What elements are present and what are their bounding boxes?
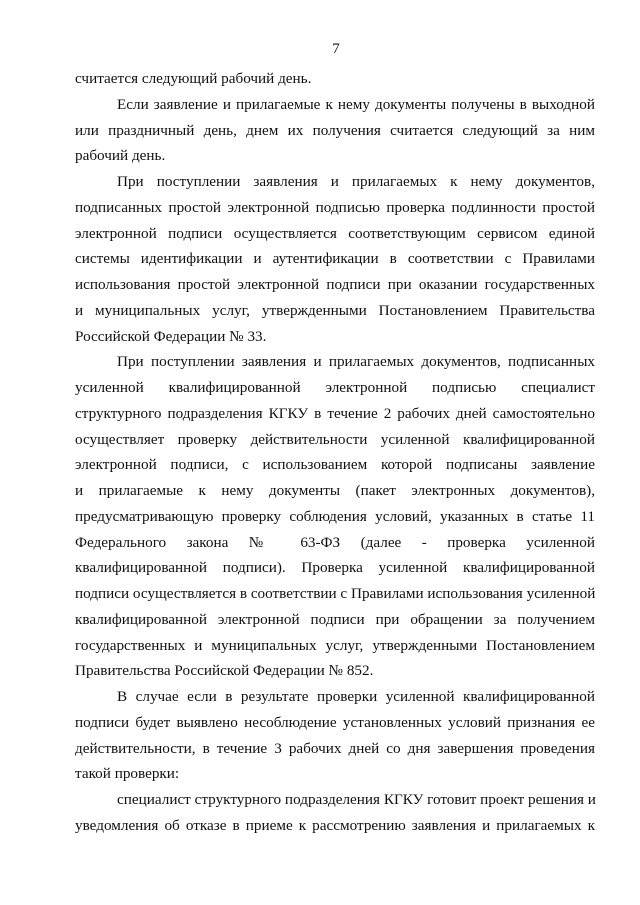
- page-number: 7: [332, 41, 340, 57]
- text-line: специалист структурного подразделения КГКУ готовит проект решения и: [117, 791, 596, 808]
- text-line: системы идентификации и аутентификации в соответствии с Правилами: [75, 250, 595, 268]
- text-line: предусматривающую проверку соблюдения условий, указанных в статье 11: [75, 507, 595, 525]
- paragraph-holiday-receipt: [75, 92, 595, 169]
- paragraph-verification-failure: [75, 684, 595, 787]
- paragraph-specialist-action: [75, 787, 595, 839]
- text-line: действительности, в течение 3 рабочих дней со дня завершения проведения: [75, 739, 595, 757]
- text-line: подписанных простой электронной подписью проверка подлинности простой: [75, 198, 595, 216]
- paragraph-continuation: [75, 66, 595, 92]
- text-line: такой проверки:: [75, 765, 180, 783]
- text-line: структурного подразделения КГКУ в течение 2 рабочих дней самостоятельно: [75, 404, 595, 422]
- text-line: подписи осуществляется в соответствии с Правилами использования усиленной: [75, 585, 596, 602]
- text-line: уведомления об отказе в приеме к рассмотрению заявления и прилагаемых к: [75, 816, 595, 834]
- text-line: Правительства Российской Федерации № 852.: [75, 662, 374, 680]
- text-line: рабочий день.: [75, 147, 166, 165]
- text-line: использования простой электронной подписи при оказании государственных: [75, 276, 595, 293]
- paragraph-simple-signature: [75, 169, 595, 349]
- paragraph-qualified-signature: [75, 349, 595, 684]
- text-line: В случае если в результате проверки усиленной квалифицированной: [117, 688, 595, 705]
- text-line: усиленной квалифицированной электронной подписью специалист: [75, 379, 595, 396]
- text-line: подписи будет выявлено несоблюдение установленных условий признания ее: [75, 713, 595, 731]
- text-line: и прилагаемые к нему документы (пакет электронных документов),: [75, 482, 595, 499]
- text-line: Если заявление и прилагаемые к нему документы получены в выходной: [117, 95, 595, 113]
- text-line: осуществляет проверку действительности усиленной квалифицированной: [75, 430, 595, 448]
- text-line: и муниципальных услуг, утвержденными Постановлением Правительства: [75, 301, 595, 319]
- text-line: считается следующий рабочий день.: [75, 70, 312, 87]
- text-line: При поступлении заявления и прилагаемых документов, подписанных: [117, 353, 595, 371]
- text-line: квалифицированной электронной подписи при обращении за получением: [75, 610, 595, 628]
- text-line: Федерального закона № 63-ФЗ (далее - проверка усиленной: [75, 533, 595, 551]
- text-line: При поступлении заявления и прилагаемых к нему документов,: [117, 173, 595, 190]
- text-line: электронной подписи осуществляется соответствующим сервисом единой: [75, 224, 595, 242]
- text-line: Российской Федерации № 33.: [75, 327, 267, 345]
- text-line: электронной подписи, с использованием которой подписаны заявление: [75, 456, 595, 474]
- document-body: [75, 66, 595, 839]
- text-line: государственных и муниципальных услуг, утвержденными Постановлением: [75, 636, 595, 654]
- text-line: квалифицированной подписи). Проверка усиленной квалифицированной: [75, 559, 595, 577]
- text-line: или праздничный день, днем их получения считается следующий за ним: [75, 121, 595, 139]
